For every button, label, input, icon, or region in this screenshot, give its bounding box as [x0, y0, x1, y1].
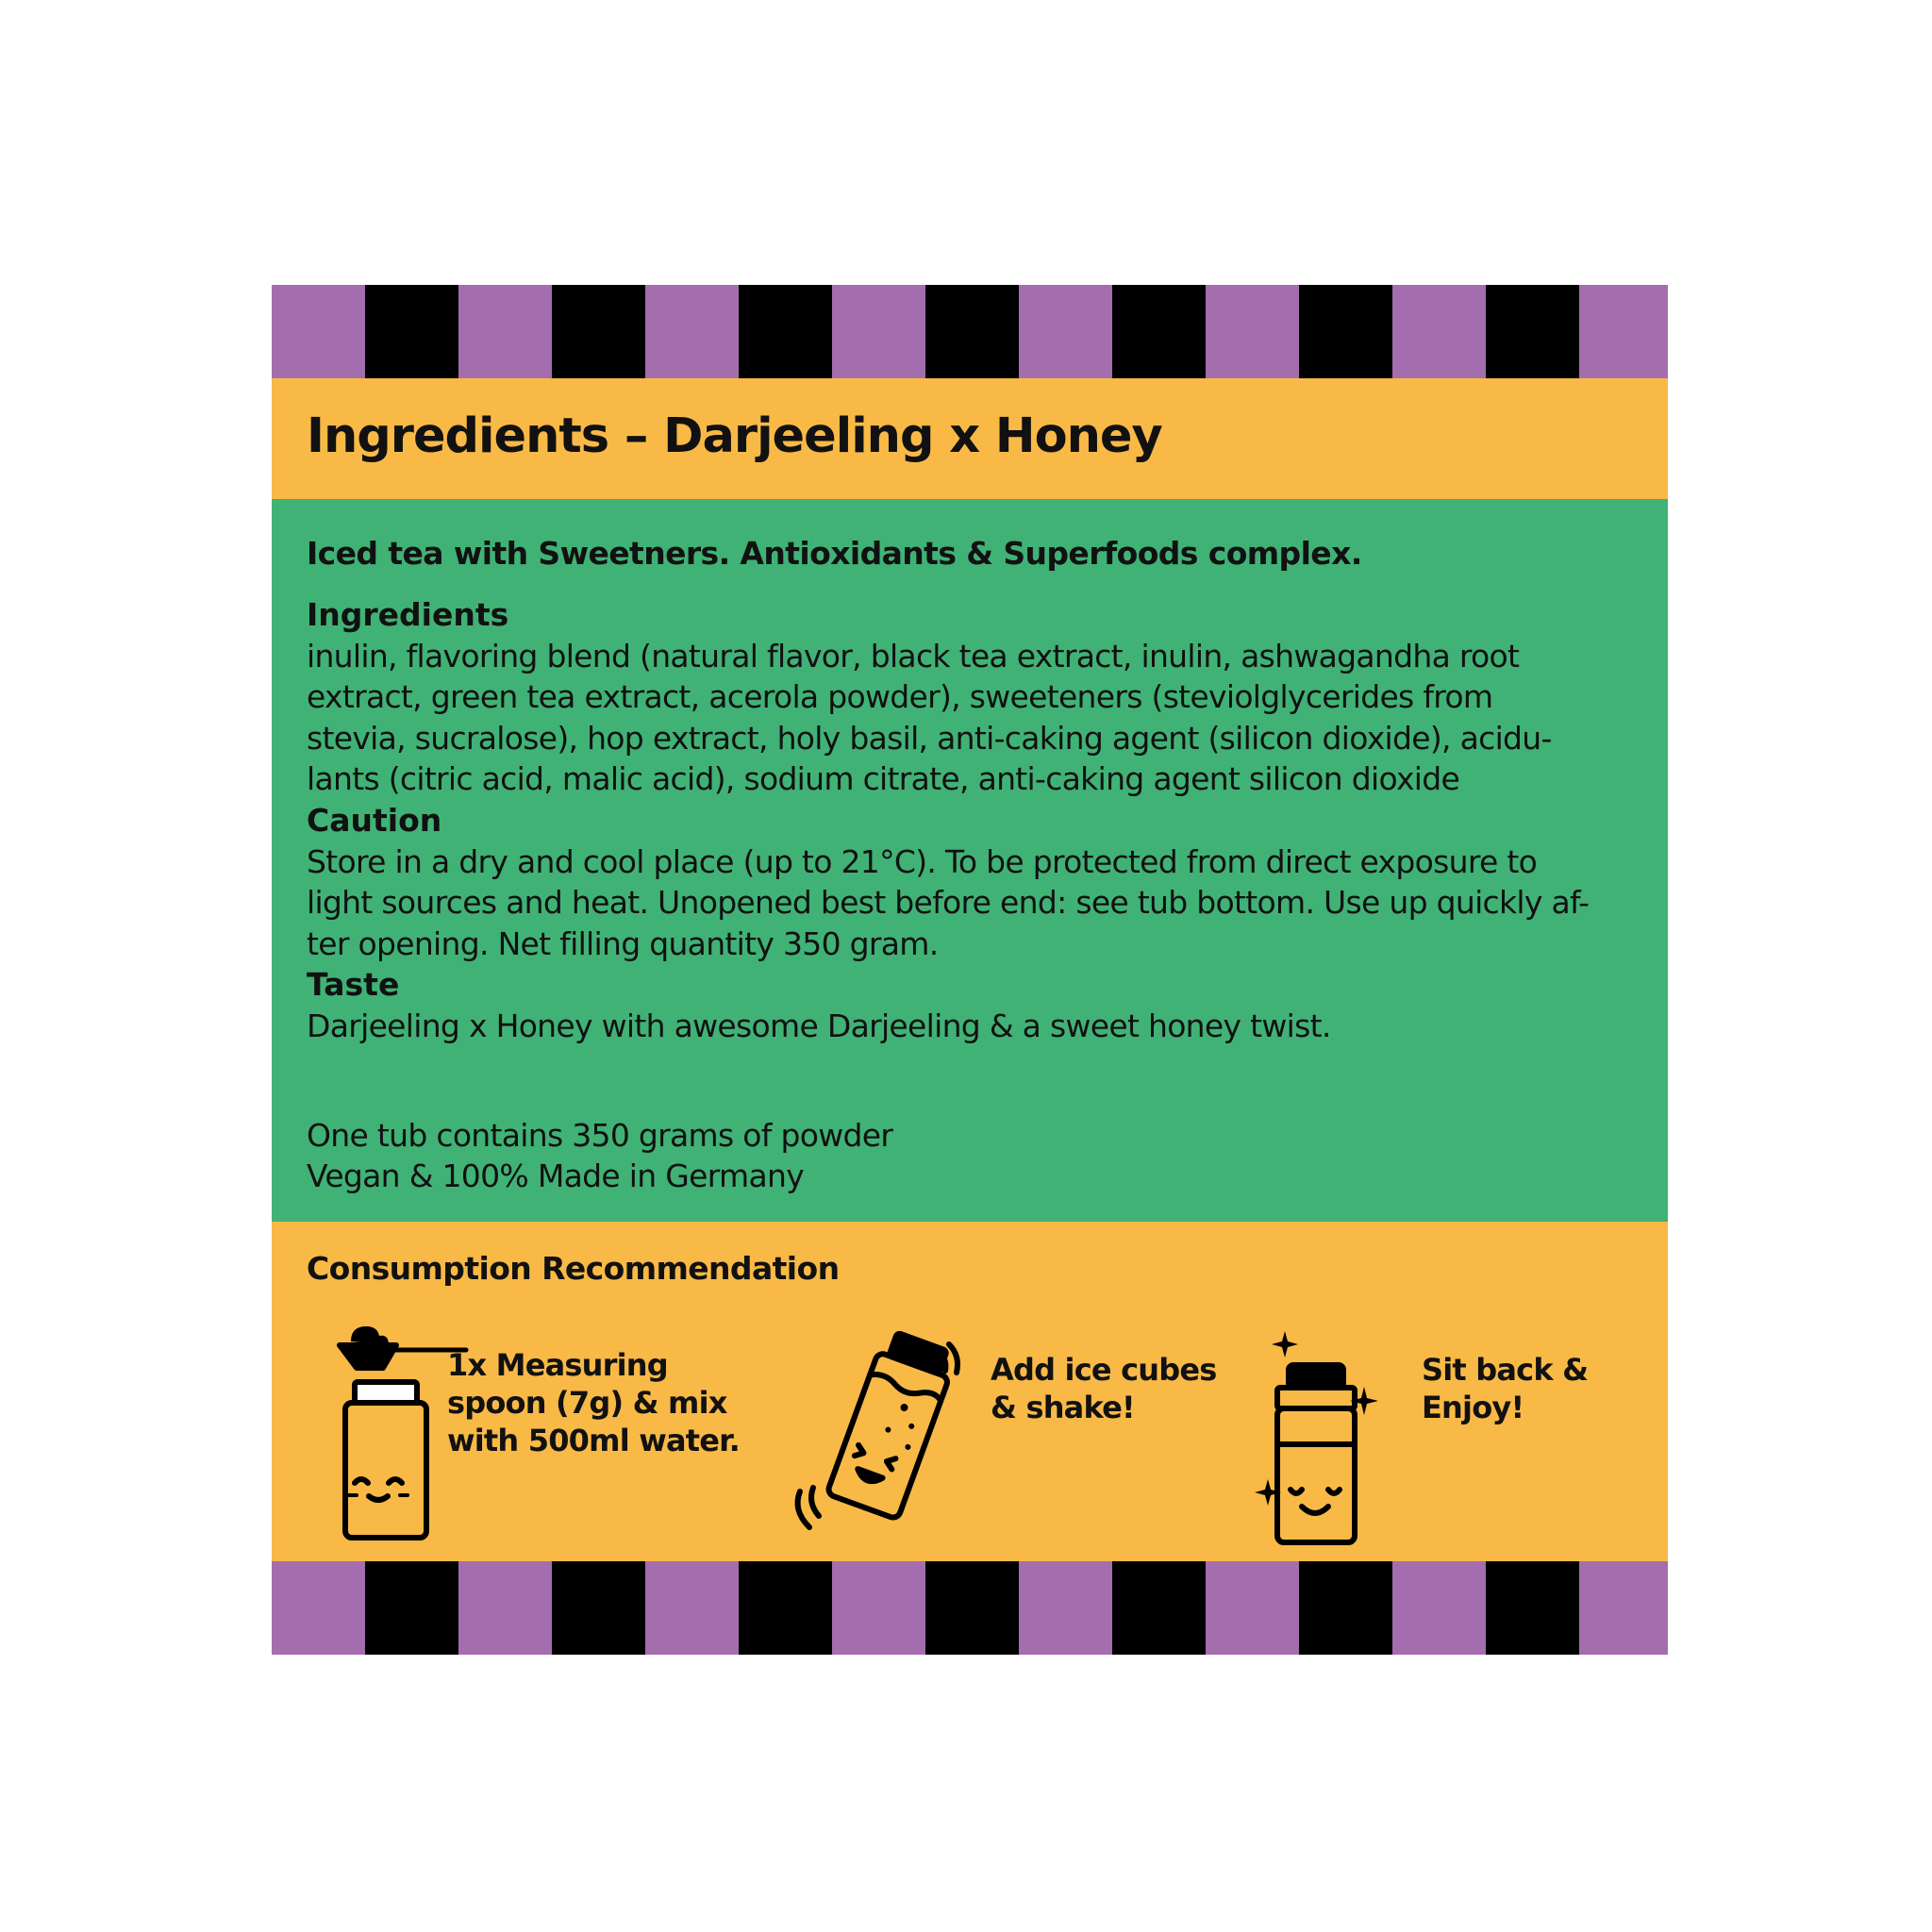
stripe-cell-black	[1486, 1561, 1579, 1655]
consumption-section	[272, 1222, 1668, 1561]
shaking-bottle-icon	[781, 1325, 984, 1538]
stripe-cell-purple	[272, 1561, 365, 1655]
stripe-cell-black	[1112, 285, 1206, 378]
taste-line: Darjeeling x Honey with awesome Darjeeling & a sweet honey twist.	[307, 1008, 1331, 1044]
stripe-cell-black	[365, 285, 458, 378]
product-subtitle: Iced tea with Sweetners. Antioxidants & Superfoods complex.	[307, 535, 1362, 572]
title-band	[272, 378, 1668, 499]
stripe-cell-purple	[832, 1561, 925, 1655]
consumption-heading: Consumption Recommendation	[307, 1250, 840, 1287]
stripe-cell-purple	[832, 285, 925, 378]
stripe-cell-purple	[458, 285, 552, 378]
step-1-line: with 500ml water.	[447, 1423, 740, 1458]
taste-heading: Taste	[307, 966, 400, 1003]
stripe-cell-black	[739, 1561, 832, 1655]
stripe-cell-purple	[1019, 1561, 1112, 1655]
ingredients-line: inulin, flavoring blend (natural flavor, black tea extract, inulin, ashwagandha root	[307, 638, 1520, 675]
stripe-cell-black	[552, 1561, 645, 1655]
step-2-line: & shake!	[991, 1390, 1135, 1425]
stripe-cell-black	[552, 285, 645, 378]
stripe-cell-purple	[1579, 1561, 1668, 1655]
stripe-cell-black	[365, 1561, 458, 1655]
step-1-text	[447, 1346, 740, 1459]
stripe-cell-purple	[645, 285, 739, 378]
tub-contents: One tub contains 350 grams of powder	[307, 1117, 893, 1154]
stripe-cell-purple	[1206, 285, 1299, 378]
step-1-line: 1x Measuring	[447, 1347, 668, 1383]
stripe-cell-black	[925, 285, 1019, 378]
info-card	[272, 285, 1668, 1655]
info-section	[272, 499, 1668, 1222]
stripe-cell-purple	[1579, 285, 1668, 378]
ingredients-heading: Ingredients	[307, 596, 509, 633]
step-2-text	[991, 1351, 1217, 1426]
stripe-top	[272, 285, 1668, 378]
stripe-cell-purple	[1206, 1561, 1299, 1655]
stripe-cell-purple	[1392, 1561, 1486, 1655]
sparkling-bottle-icon	[1253, 1325, 1385, 1547]
step-3-line: Enjoy!	[1422, 1390, 1524, 1425]
stripe-cell-black	[1486, 285, 1579, 378]
caution-line: ter opening. Net filling quantity 350 gram.	[307, 925, 939, 962]
caution-heading: Caution	[307, 802, 442, 839]
stripe-cell-purple	[1392, 285, 1486, 378]
stripe-cell-black	[1299, 1561, 1392, 1655]
ingredients-line: stevia, sucralose), hop extract, holy basil, anti-caking agent (silicon dioxide), acidu-	[307, 720, 1552, 757]
stripe-cell-purple	[272, 285, 365, 378]
stripe-bottom	[272, 1561, 1668, 1655]
caution-line: light sources and heat. Unopened best before end: see tub bottom. Use up quickly af-	[307, 884, 1590, 921]
stripe-cell-black	[1299, 285, 1392, 378]
stripe-cell-black	[739, 285, 832, 378]
stripe-cell-purple	[458, 1561, 552, 1655]
ingredients-line: lants (citric acid, malic acid), sodium citrate, anti-caking agent silicon dioxide	[307, 760, 1460, 797]
step-1-line: spoon (7g) & mix	[447, 1385, 727, 1421]
stripe-cell-purple	[1019, 285, 1112, 378]
ingredients-line: extract, green tea extract, acerola powder), sweeteners (steviolglycerides from	[307, 678, 1493, 715]
stripe-cell-purple	[645, 1561, 739, 1655]
stripe-cell-black	[925, 1561, 1019, 1655]
page-title: Ingredients – Darjeeling x Honey	[307, 408, 1162, 464]
caution-line: Store in a dry and cool place (up to 21°C). To be protected from direct exposure to	[307, 843, 1538, 880]
vegan-origin: Vegan & 100% Made in Germany	[307, 1158, 805, 1194]
step-3-line: Sit back &	[1422, 1352, 1589, 1388]
step-2-line: Add ice cubes	[991, 1352, 1217, 1388]
step-3-text	[1422, 1351, 1588, 1426]
stripe-cell-black	[1112, 1561, 1206, 1655]
